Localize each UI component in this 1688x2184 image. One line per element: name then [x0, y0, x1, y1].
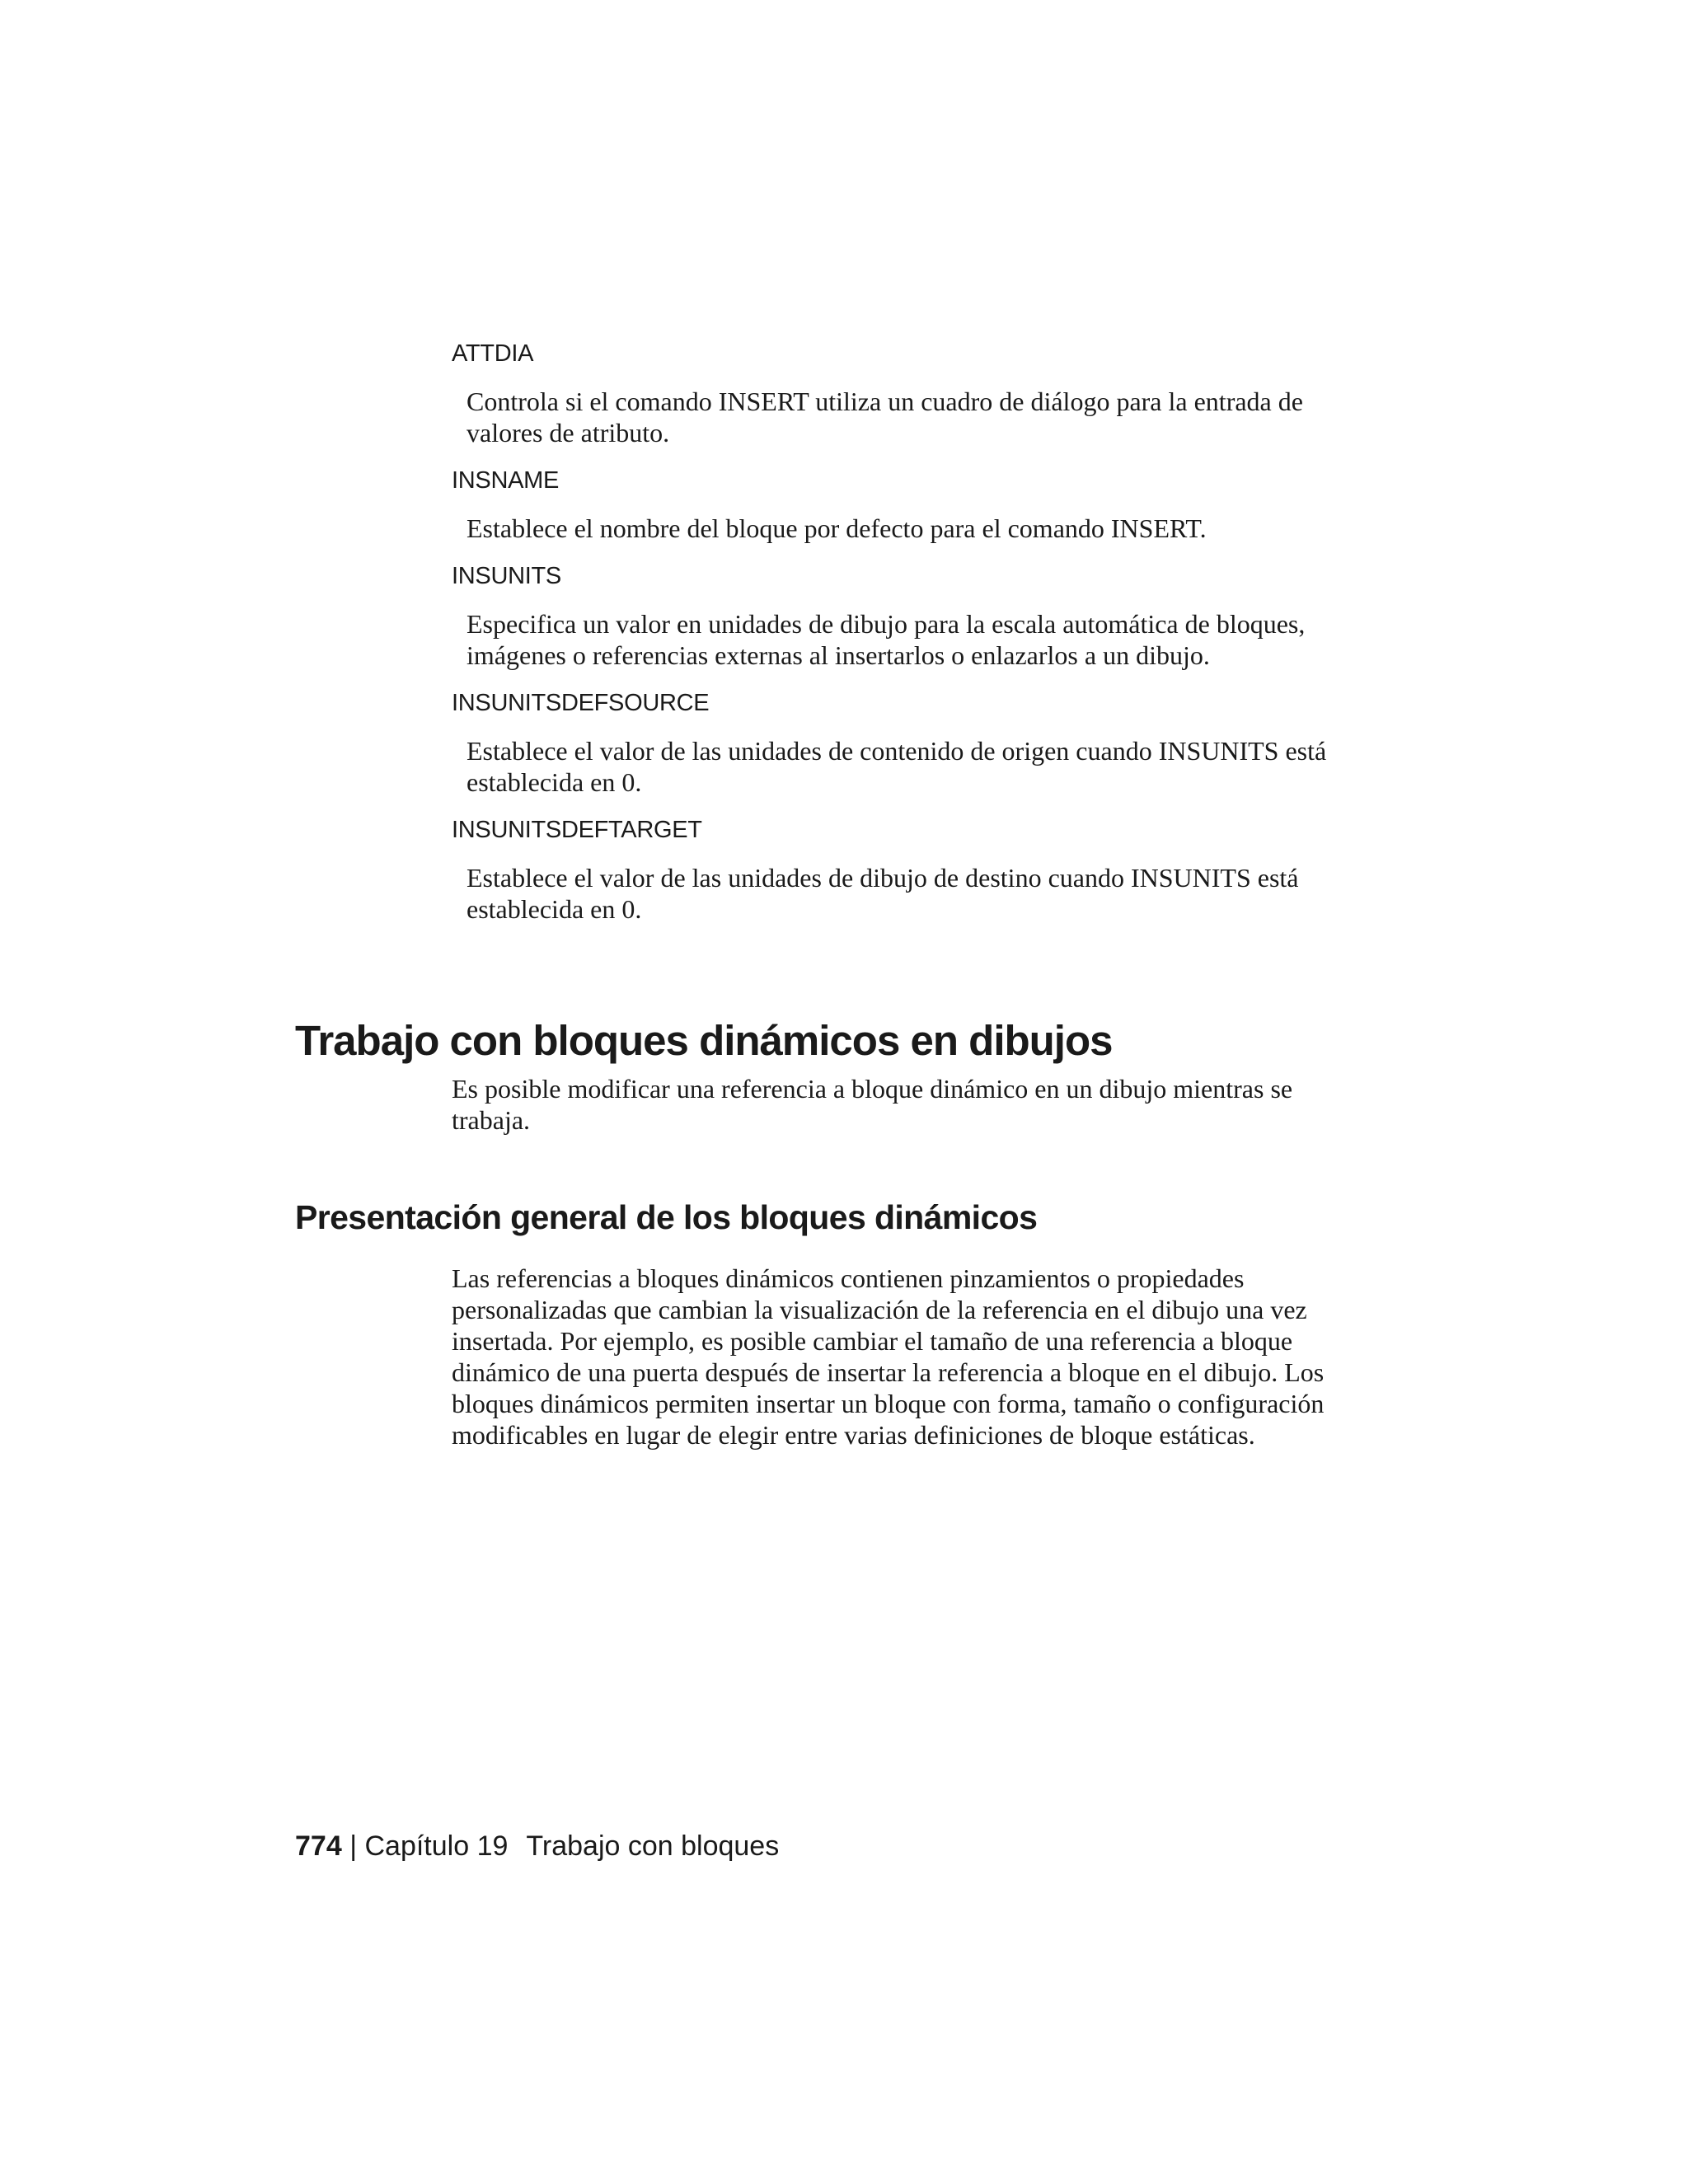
definition-description: Establece el valor de las unidades de dibujo de destino cuando INSUNITS está establecida en 0.: [467, 863, 1299, 924]
subsection-heading: Presentación general de los bloques dinámicos: [295, 1198, 1038, 1236]
definition-term: INSUNITS: [452, 563, 561, 589]
definition-description: Controla si el comando INSERT utiliza un cuadro de diálogo para la entrada de valores de atributo.: [467, 387, 1303, 448]
definition-description: Establece el valor de las unidades de contenido de origen cuando INSUNITS está establecida en 0.: [467, 736, 1327, 797]
footer-chapter: Capítulo 19: [364, 1830, 509, 1862]
system-variable-list: [452, 338, 1342, 925]
section-heading: Trabajo con bloques dinámicos en dibujos: [295, 1017, 1113, 1064]
page-number: 774: [295, 1830, 342, 1862]
definition-term: INSNAME: [452, 467, 560, 494]
subsection-body: Las referencias a bloques dinámicos contienen pinzamientos o propiedades personalizadas que cambian la visualización de la referencia en el dibujo una vez insertada. Por ejemplo, es posible cambiar el tamaño de una referencia a bloque dinámico de una puerta después de insertar la referencia a bloque en el dibujo. Los bloques dinámicos permiten insertar un bloque con forma, tamaño o configuración modificables en lugar de elegir entre varias definiciones de bloque estáticas.: [452, 1263, 1325, 1450]
page-footer: [295, 1830, 779, 1863]
definition-term: ATTDIA: [452, 340, 534, 367]
definition-term: INSUNITSDEFTARGET: [452, 817, 702, 843]
definition-description: Especifica un valor en unidades de dibujo para la escala automática de bloques, imágenes o referencias externas al insertarlos o enlazarlos a un dibujo.: [467, 609, 1306, 670]
definition-term: INSUNITSDEFSOURCE: [452, 690, 710, 716]
definition-description: Establece el nombre del bloque por defecto para el comando INSERT.: [467, 513, 1207, 543]
section-intro: Es posible modificar una referencia a bloque dinámico en un dibujo mientras se trabaja.: [452, 1074, 1293, 1135]
footer-separator: |: [349, 1830, 358, 1862]
footer-chapter-title: Trabajo con bloques: [526, 1830, 780, 1862]
